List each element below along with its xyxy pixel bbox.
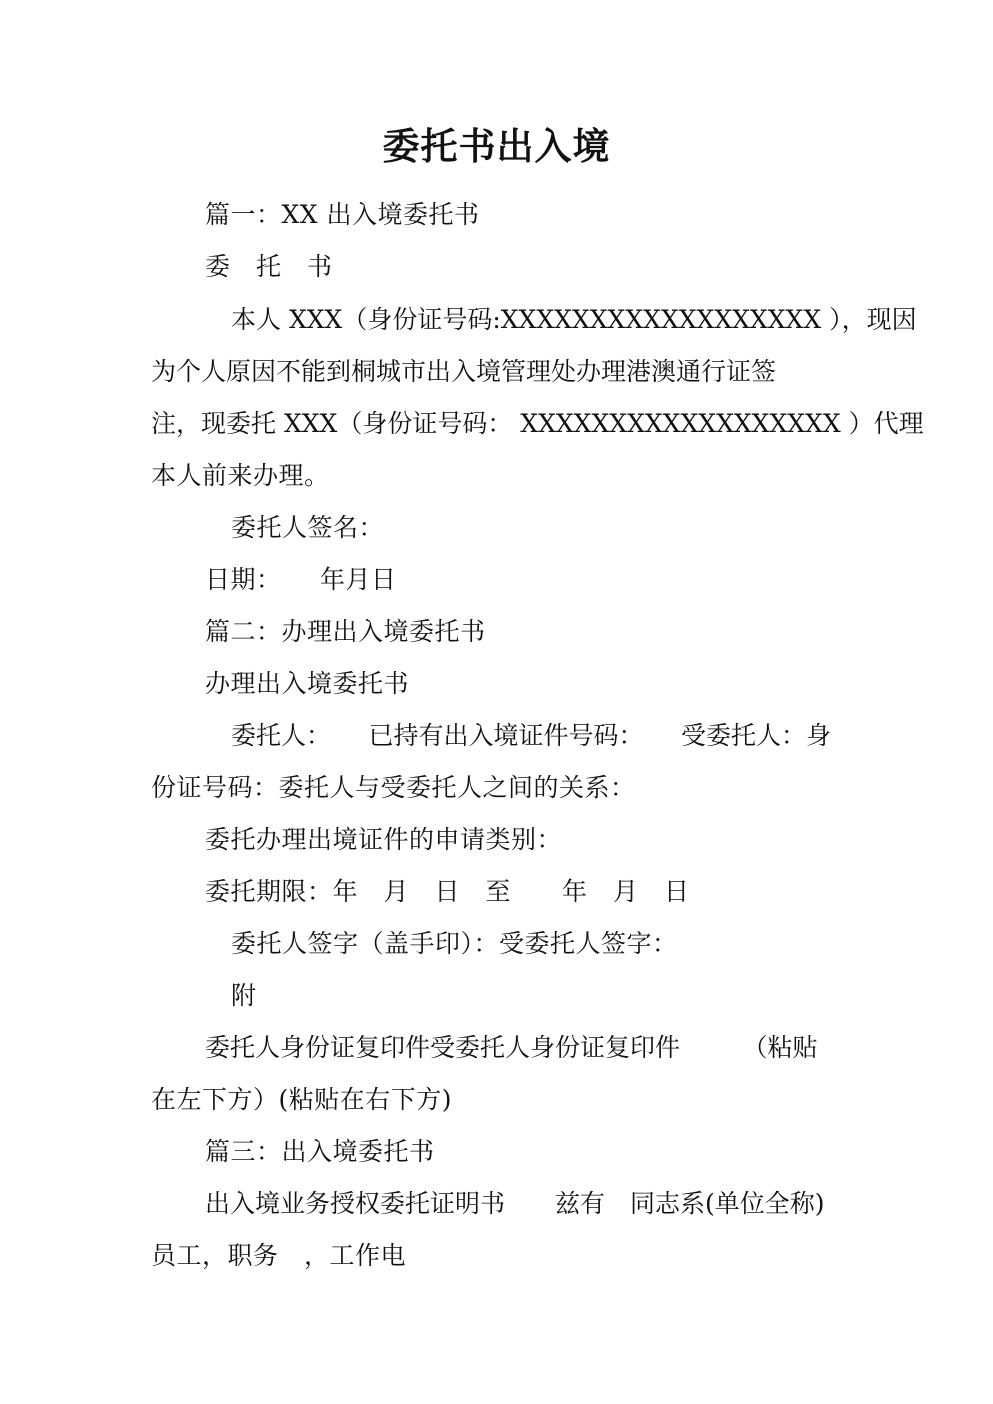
- text-span: 委托人： 已持有出入境证件号码： 受委托人：身: [231, 721, 832, 750]
- text-span: 为个人原因不能到桐城市出入境管理处办理港澳通行证签: [151, 357, 777, 386]
- text-line: [231, 718, 842, 754]
- text-line: 篇一：XX 出入境委托书: [205, 200, 480, 229]
- text-span: 本人 XXX（身份证号码:XXXXXXXXXXXXXXXXXX ），现因: [231, 305, 917, 334]
- text-line: [205, 1030, 842, 1066]
- text-span: 出入境业务授权委托证明书 兹有 同志系(单位全称): [205, 1189, 825, 1218]
- text-line: 委托人签字（盖手印）：受委托人签字：: [231, 929, 678, 958]
- text-line: [151, 354, 842, 390]
- text-line: 委托人签名：: [231, 513, 385, 542]
- text-line: 员工，职务 ，工作电: [151, 1241, 407, 1270]
- text-line: 本人前来办理。: [151, 461, 330, 490]
- document-title: 委托书出入境: [382, 124, 611, 168]
- text-line: [231, 302, 917, 338]
- text-line: 委 托 书: [205, 252, 333, 281]
- text-line: 份证号码：委托人与受委托人之间的关系：: [151, 773, 636, 802]
- text-line: 委托办理出境证件的申请类别：: [205, 825, 563, 854]
- text-line: 办理出入境委托书: [205, 669, 410, 698]
- text-line: 篇三：出入境委托书: [205, 1137, 435, 1166]
- text-line: 在左下方）(粘贴在右下方): [151, 1085, 453, 1114]
- text-span: 注，现委托 XXX（身份证号码： XXXXXXXXXXXXXXXXXX ）代理: [151, 409, 924, 438]
- text-line: 附: [231, 981, 257, 1010]
- text-line: 日期： 年月日: [205, 565, 397, 594]
- text-span: 委托人身份证复印件受委托人身份证复印件 （粘贴: [205, 1033, 818, 1062]
- text-line: [151, 406, 924, 442]
- text-line: 委托期限：年 月 日 至 年 月 日: [205, 877, 690, 906]
- text-line: 篇二：办理出入境委托书: [205, 617, 486, 646]
- text-line: [205, 1186, 842, 1222]
